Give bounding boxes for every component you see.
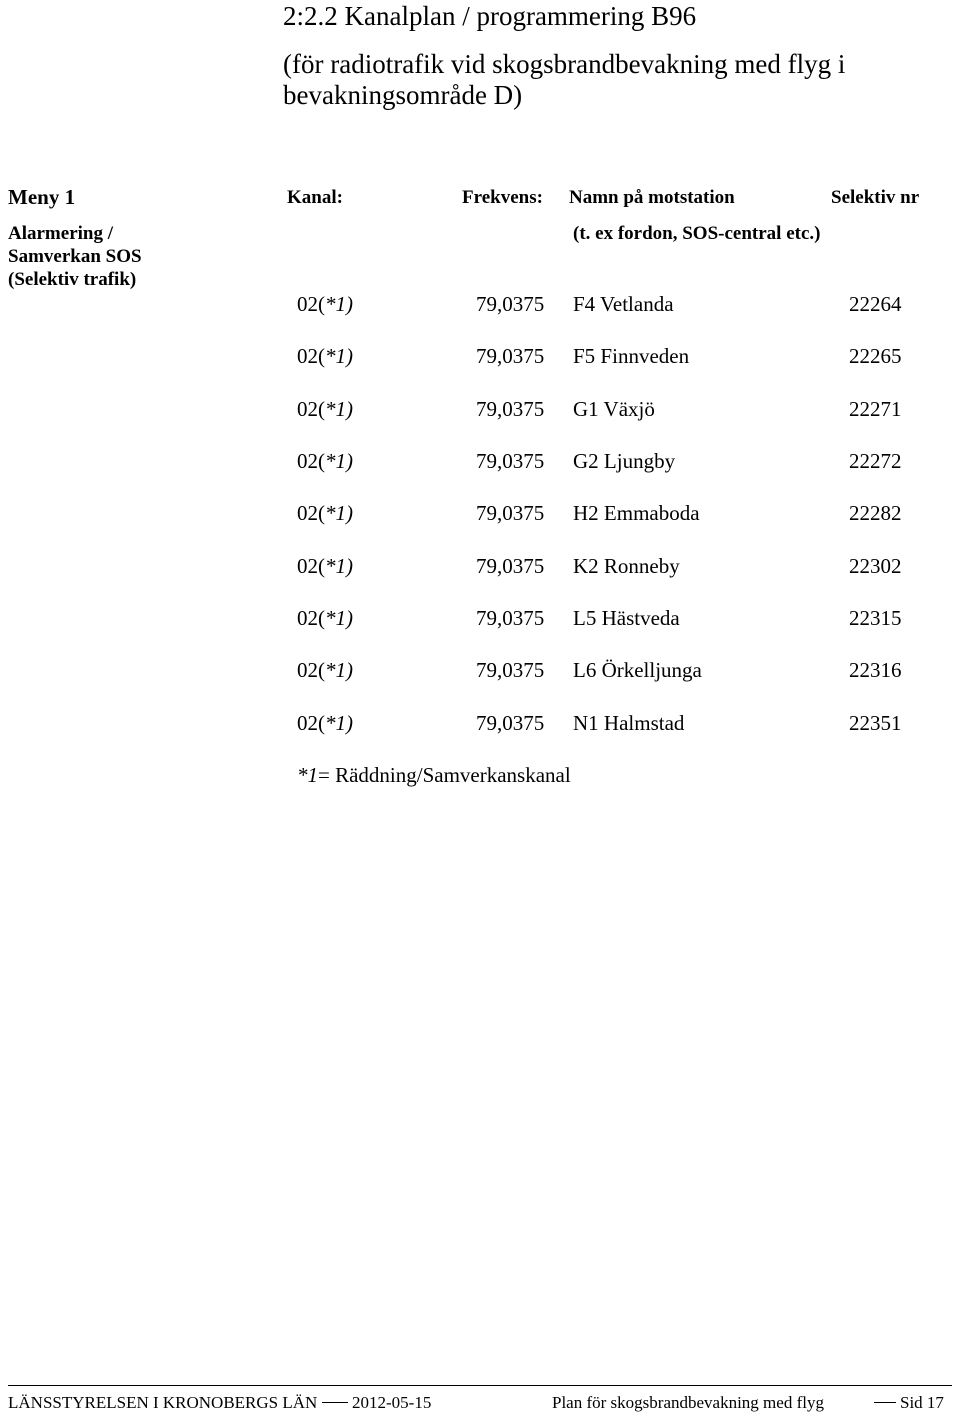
- kanal-number: 02(: [297, 344, 325, 368]
- kanal-note: *1): [325, 292, 353, 316]
- kanal-number: 02(: [297, 292, 325, 316]
- kanal-cell: [297, 551, 353, 581]
- footnote-text: = Räddning/Samverkanskanal: [318, 763, 571, 787]
- kanal-cell: [297, 289, 353, 319]
- namn-cell: H2 Emmaboda: [573, 501, 700, 525]
- selektiv-cell: 22315: [849, 606, 902, 630]
- kanal-cell: [297, 446, 353, 476]
- kanal-note: *1): [325, 501, 353, 525]
- namn-cell: N1 Halmstad: [573, 711, 685, 735]
- frekvens-cell: 79,0375: [476, 397, 545, 421]
- kanal-note: *1): [325, 344, 353, 368]
- side-label-line-1: Alarmering /: [8, 223, 114, 244]
- kanal-number: 02(: [297, 658, 325, 682]
- table-row: [0, 551, 960, 581]
- side-label-line-3: (Selektiv trafik): [8, 269, 137, 290]
- namn-cell: L6 Örkelljunga: [573, 658, 702, 682]
- kanal-number: 02(: [297, 606, 325, 630]
- namn-cell: F5 Finnveden: [573, 344, 690, 368]
- table-row: [0, 498, 960, 528]
- frekvens-cell: 79,0375: [476, 292, 545, 316]
- namn-cell: G2 Ljungby: [573, 449, 676, 473]
- kanal-cell: [297, 394, 353, 424]
- kanal-note: *1): [325, 658, 353, 682]
- namn-cell: L5 Hästveda: [573, 606, 680, 630]
- footer-divider: [8, 1385, 952, 1386]
- selektiv-cell: 22272: [849, 449, 902, 473]
- frekvens-cell: 79,0375: [476, 501, 545, 525]
- page-subtitle-line-2: bevakningsområde D): [283, 80, 523, 110]
- table-row: [0, 446, 960, 476]
- footer-dash-right: [874, 1402, 896, 1403]
- kanal-cell: [297, 603, 353, 633]
- footnote-marker: *1: [297, 763, 318, 787]
- kanal-cell: [297, 708, 353, 738]
- table-row: [0, 394, 960, 424]
- kanal-note: *1): [325, 606, 353, 630]
- column-header-namn-subtitle: (t. ex fordon, SOS-central etc.): [573, 223, 821, 244]
- footer-organisation: LÄNSSTYRELSEN I KRONOBERGS LÄN: [8, 1393, 318, 1412]
- table-row: [0, 655, 960, 685]
- kanal-number: 02(: [297, 501, 325, 525]
- footer-page-number: Sid 17: [900, 1393, 944, 1412]
- table-row: [0, 708, 960, 738]
- kanal-cell: [297, 655, 353, 685]
- frekvens-cell: 79,0375: [476, 344, 545, 368]
- column-header-kanal: Kanal:: [287, 187, 343, 208]
- selektiv-cell: 22302: [849, 554, 902, 578]
- selektiv-cell: 22351: [849, 711, 902, 735]
- kanal-number: 02(: [297, 554, 325, 578]
- selektiv-cell: 22264: [849, 292, 902, 316]
- column-header-frekvens: Frekvens:: [462, 187, 543, 208]
- kanal-number: 02(: [297, 397, 325, 421]
- table-row: [0, 289, 960, 319]
- kanal-cell: [297, 341, 353, 371]
- table-row: [0, 603, 960, 633]
- frekvens-cell: 79,0375: [476, 554, 545, 578]
- selektiv-cell: 22265: [849, 344, 902, 368]
- namn-cell: K2 Ronneby: [573, 554, 680, 578]
- menu-label: Meny 1: [8, 185, 76, 209]
- column-header-selektiv: Selektiv nr: [831, 187, 920, 208]
- kanal-note: *1): [325, 711, 353, 735]
- namn-cell: F4 Vetlanda: [573, 292, 674, 316]
- frekvens-cell: 79,0375: [476, 658, 545, 682]
- kanal-note: *1): [325, 554, 353, 578]
- page-subtitle-line-1: (för radiotrafik vid skogsbrandbevakning med flyg i: [283, 49, 846, 79]
- selektiv-cell: 22271: [849, 397, 902, 421]
- footer-dash-left: [322, 1402, 348, 1403]
- footer-date: 2012-05-15: [352, 1393, 432, 1412]
- kanal-number: 02(: [297, 449, 325, 473]
- frekvens-cell: 79,0375: [476, 606, 545, 630]
- side-label-line-2: Samverkan SOS: [8, 246, 142, 267]
- footer-document-title: Plan för skogsbrandbevakning med flyg: [552, 1393, 824, 1412]
- selektiv-cell: 22282: [849, 501, 902, 525]
- kanal-note: *1): [325, 397, 353, 421]
- selektiv-cell: 22316: [849, 658, 902, 682]
- column-header-namn: Namn på motstation: [569, 187, 735, 208]
- frekvens-cell: 79,0375: [476, 449, 545, 473]
- namn-cell: G1 Växjö: [573, 397, 655, 421]
- page-title: 2:2.2 Kanalplan / programmering B96: [283, 1, 697, 31]
- table-row: [0, 341, 960, 371]
- kanal-note: *1): [325, 449, 353, 473]
- kanal-cell: [297, 498, 353, 528]
- frekvens-cell: 79,0375: [476, 711, 545, 735]
- kanal-number: 02(: [297, 711, 325, 735]
- footnote: [297, 760, 571, 790]
